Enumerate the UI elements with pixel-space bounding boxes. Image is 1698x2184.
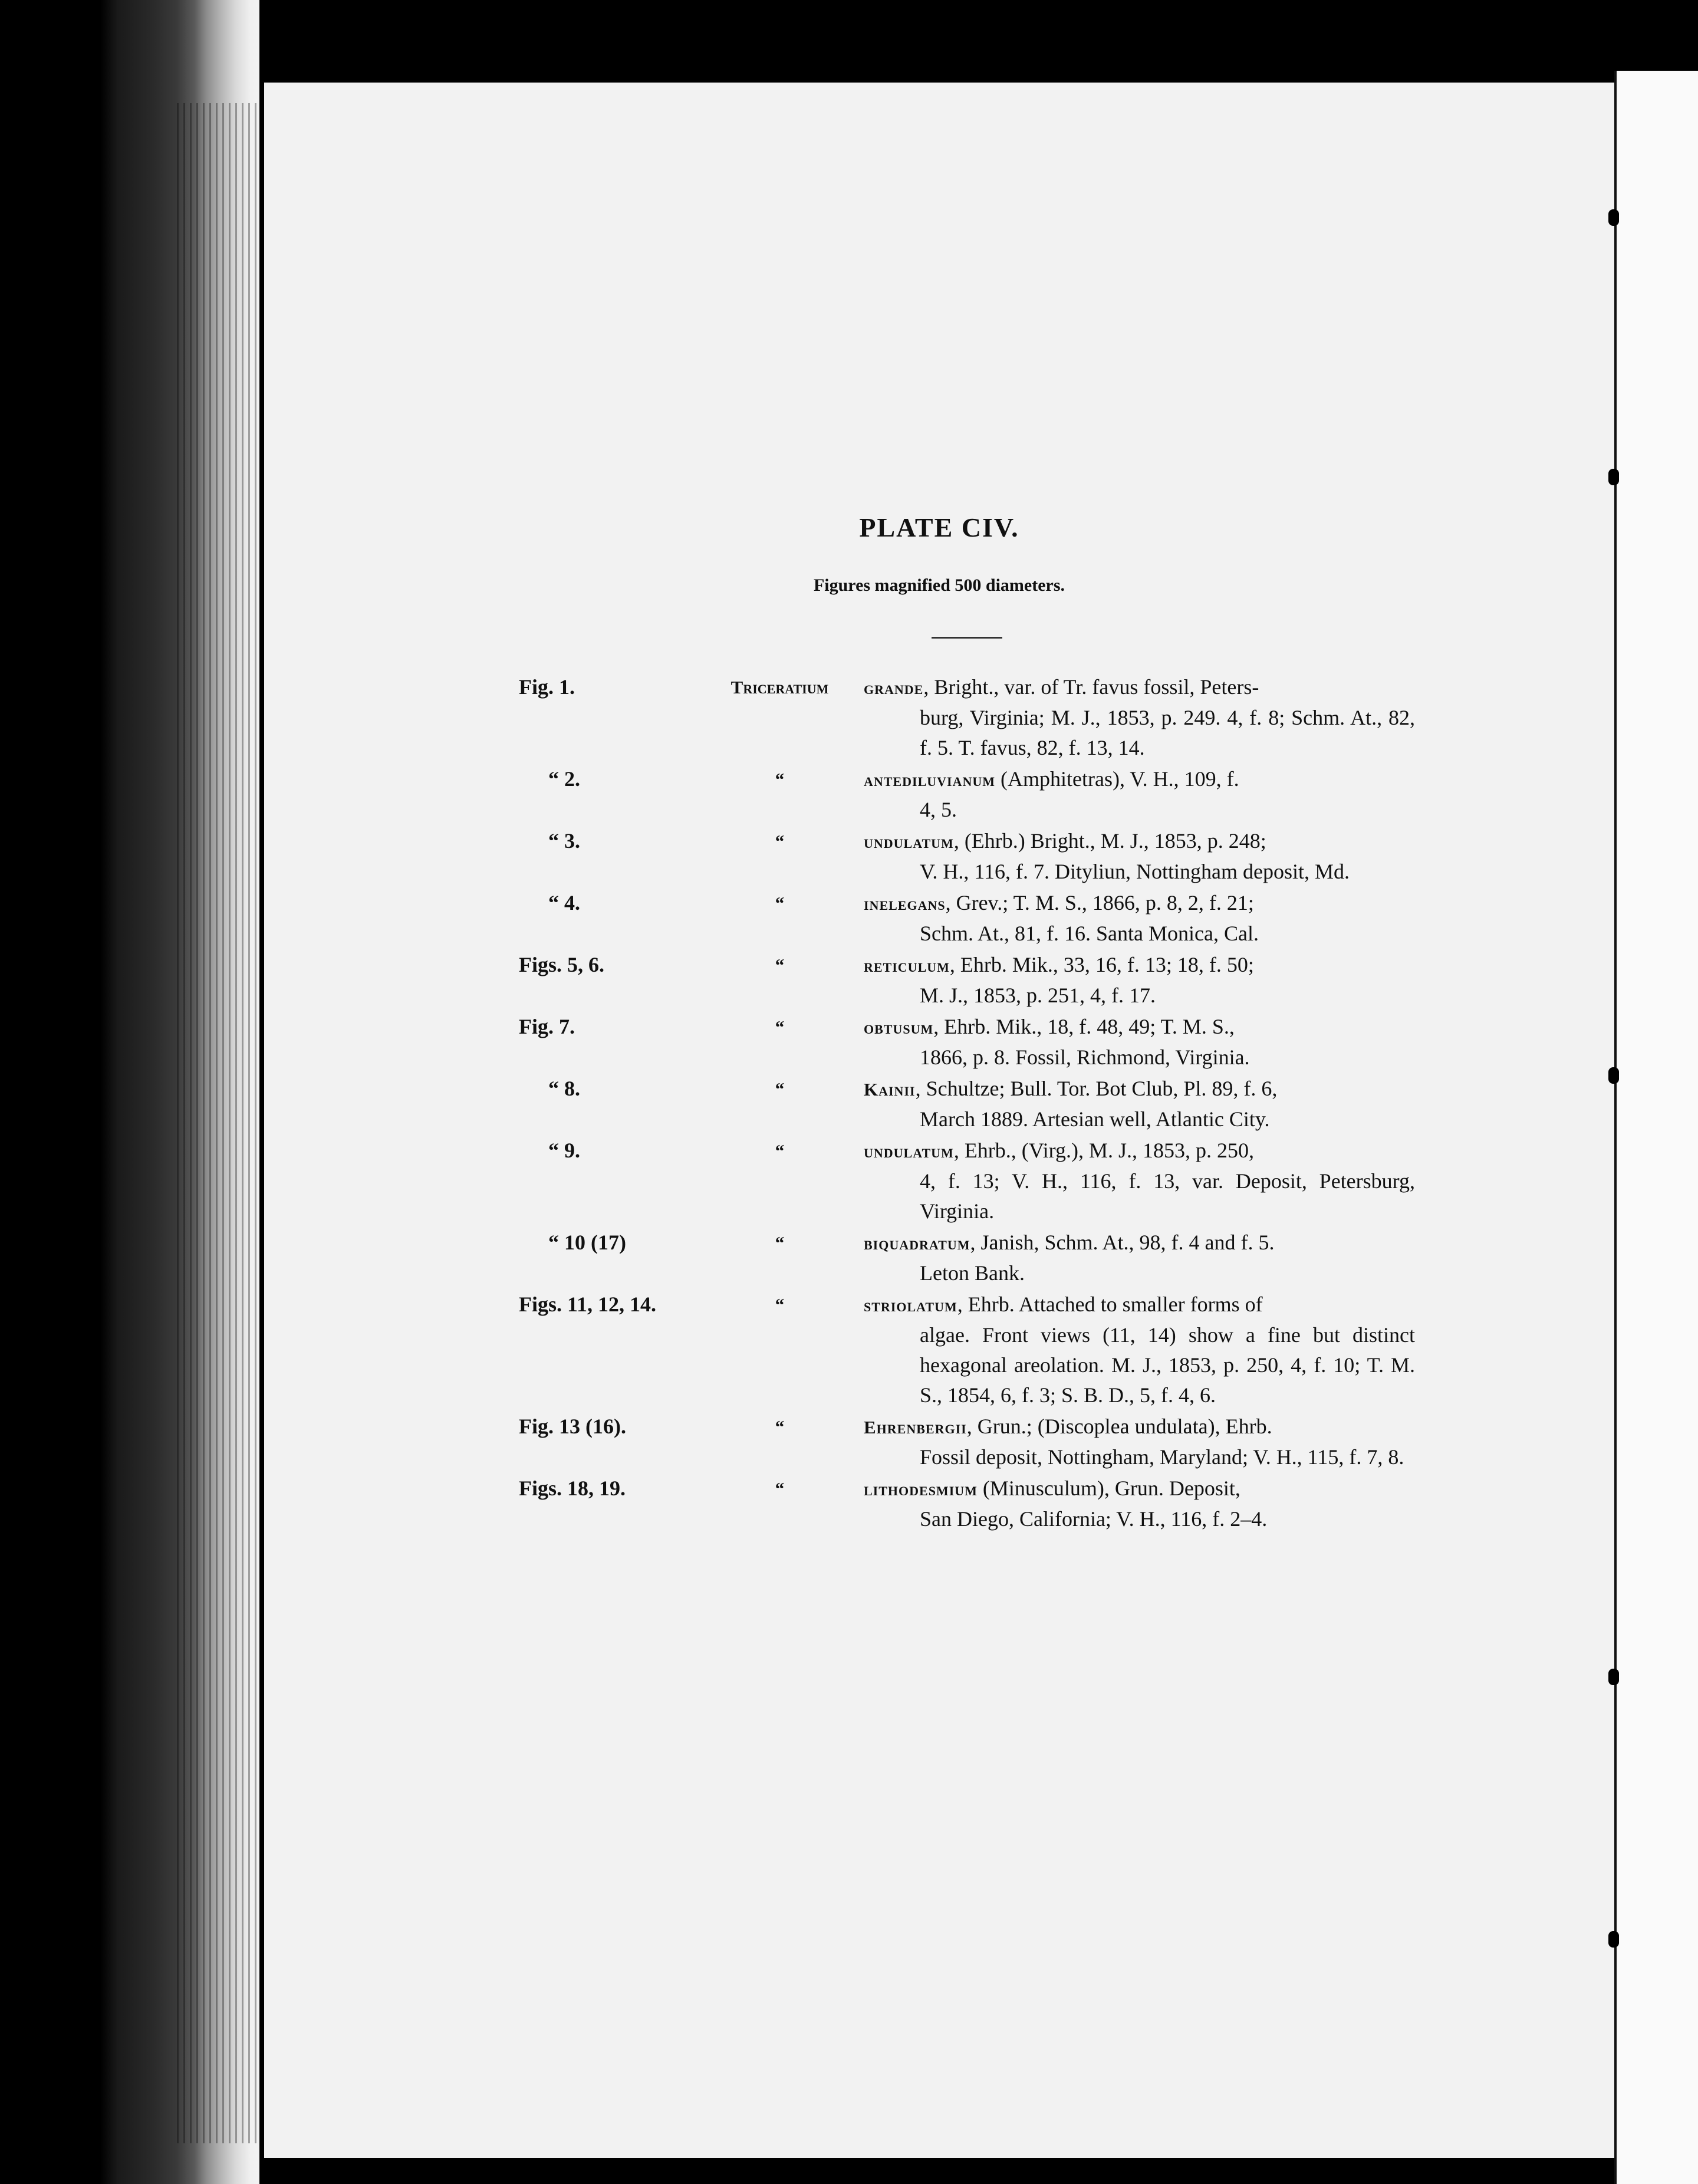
figure-entry (519, 950, 1415, 1011)
species-name: undulatum (864, 831, 954, 852)
figure-entry (519, 1074, 1415, 1134)
figure-entry (519, 888, 1415, 949)
genus-ditto: “ (775, 1416, 785, 1437)
genus-ditto: “ (775, 1017, 785, 1037)
description-line: , Ehrb. Mik., 33, 16, f. 13; 18, f. 50; (949, 953, 1254, 976)
description-continuation: M. J., 1853, p. 251, 4, f. 17. (920, 984, 1156, 1007)
genus-ditto: “ (775, 1078, 785, 1099)
description-continuation: San Diego, California; V. H., 116, f. 2–4. (920, 1507, 1268, 1531)
binding-mark (1608, 469, 1619, 485)
species-name: grande (864, 677, 924, 698)
genus-ditto: “ (775, 1294, 785, 1315)
plate-title: PLATE CIV. (859, 512, 1019, 542)
figure-entry (519, 1228, 1415, 1288)
genus-name: Triceratium (730, 677, 829, 698)
figure-description (864, 1412, 1415, 1472)
description-continuation: 4, f. 13; V. H., 116, f. 13, var. Deposit, Petersburg, Virginia. (920, 1169, 1415, 1223)
description-line: (Minusculum), Grun. Deposit, (977, 1476, 1240, 1500)
species-name: undulatum (864, 1141, 954, 1162)
title-rule (932, 637, 1002, 639)
binding-mark (1608, 1669, 1619, 1685)
description-line: , Ehrb. Mik., 18, f. 48, 49; T. M. S., (933, 1015, 1235, 1038)
figure-entry (519, 1290, 1415, 1410)
figure-description (864, 1074, 1415, 1134)
genus-ditto: “ (775, 769, 785, 790)
description-line: , Grev.; T. M. S., 1866, p. 8, 2, f. 21; (945, 891, 1254, 915)
species-name: Kainii (864, 1079, 916, 1100)
description-line: , Grun.; (Discoplea undulata), Ehrb. (966, 1415, 1272, 1438)
binding-mark (1608, 209, 1619, 226)
description-line: , Bright., var. of Tr. favus fossil, Peters- (923, 675, 1259, 699)
genus-ditto: “ (775, 831, 785, 851)
figure-description (864, 826, 1415, 887)
figure-number: Fig. 1. (519, 675, 575, 699)
figure-number: “ 9. (548, 1139, 580, 1162)
species-name: reticulum (864, 955, 950, 976)
species-name: Ehrenbergii (864, 1417, 967, 1438)
figure-number: Figs. 5, 6. (519, 953, 605, 976)
figure-number: “ 2. (548, 767, 580, 791)
description-line: (Amphitetras), V. H., 109, f. (995, 767, 1239, 791)
species-name: antediluvianum (864, 769, 996, 790)
figure-entry (519, 1473, 1415, 1534)
species-name: obtusum (864, 1017, 934, 1038)
description-continuation: Schm. At., 81, f. 16. Santa Monica, Cal. (920, 922, 1259, 945)
figure-description (864, 1473, 1415, 1534)
description-line: , (Ehrb.) Bright., M. J., 1853, p. 248; (953, 829, 1266, 853)
figure-number: Figs. 18, 19. (519, 1476, 626, 1500)
figure-description (864, 1136, 1415, 1226)
figure-number: Fig. 7. (519, 1015, 575, 1038)
description-continuation: algae. Front views (11, 14) show a fine but distinct hexagonal areolation. M. J., 1853, p. 250, 4, f. 10; T. M. S., 1854, 6, f. 3; S. B. D., 5, f. 4, 6. (920, 1323, 1415, 1407)
species-name: biquadratum (864, 1233, 970, 1254)
figure-description (864, 888, 1415, 949)
genus-ditto: “ (775, 893, 785, 913)
genus-ditto: “ (775, 1140, 785, 1161)
plate-subtitle: Figures magnified 500 diameters. (813, 575, 1065, 595)
figure-description (864, 1290, 1415, 1410)
binding-mark (1608, 1931, 1619, 1948)
figure-description (864, 950, 1415, 1011)
description-line: , Janish, Schm. At., 98, f. 4 and f. 5. (970, 1231, 1275, 1254)
description-continuation: 1866, p. 8. Fossil, Richmond, Virginia. (920, 1045, 1250, 1069)
description-line: , Schultze; Bull. Tor. Bot Club, Pl. 89, f. 6, (915, 1077, 1278, 1100)
figure-number: Fig. 13 (16). (519, 1415, 626, 1438)
description-continuation: Fossil deposit, Nottingham, Maryland; V. H., 115, f. 7, 8. (920, 1445, 1404, 1469)
figure-number: “ 4. (548, 891, 580, 915)
figure-number: Figs. 11, 12, 14. (519, 1292, 657, 1316)
genus-ditto: “ (775, 1232, 785, 1253)
figure-description (864, 764, 1415, 825)
species-name: lithodesmium (864, 1479, 978, 1499)
genus-ditto: “ (775, 1478, 785, 1499)
species-name: inelegans (864, 893, 946, 914)
description-continuation: March 1889. Artesian well, Atlantic City. (920, 1107, 1270, 1131)
figure-entry (519, 1012, 1415, 1073)
figure-number: “ 3. (548, 829, 580, 853)
description-line: , Ehrb., (Virg.), M. J., 1853, p. 250, (953, 1139, 1254, 1162)
description-continuation: burg, Virginia; M. J., 1853, p. 249. 4, f. 8; Schm. At., 82, f. 5. T. favus, 82, f. 13, 14. (920, 706, 1415, 759)
figure-number: “ 8. (548, 1077, 580, 1100)
figure-description (864, 1228, 1415, 1288)
figure-description (864, 1012, 1415, 1073)
figure-entry (519, 1136, 1415, 1226)
page-edges (177, 103, 265, 2143)
binding-mark (1608, 1067, 1619, 1084)
figure-entry (519, 764, 1415, 825)
figure-list (519, 672, 1415, 1535)
species-name: striolatum (864, 1295, 957, 1315)
description-continuation: V. H., 116, f. 7. Dityliun, Nottingham deposit, Md. (920, 860, 1350, 883)
description-continuation: Leton Bank. (920, 1261, 1025, 1285)
figure-entry (519, 826, 1415, 887)
description-line: , Ehrb. Attached to smaller forms of (957, 1292, 1263, 1316)
figure-entry (519, 672, 1415, 763)
figure-description (864, 672, 1415, 763)
figure-number: “ 10 (17) (548, 1231, 626, 1254)
genus-ditto: “ (775, 955, 785, 975)
next-page-edge (1614, 71, 1698, 2184)
figure-entry (519, 1412, 1415, 1472)
description-continuation: 4, 5. (920, 798, 957, 821)
